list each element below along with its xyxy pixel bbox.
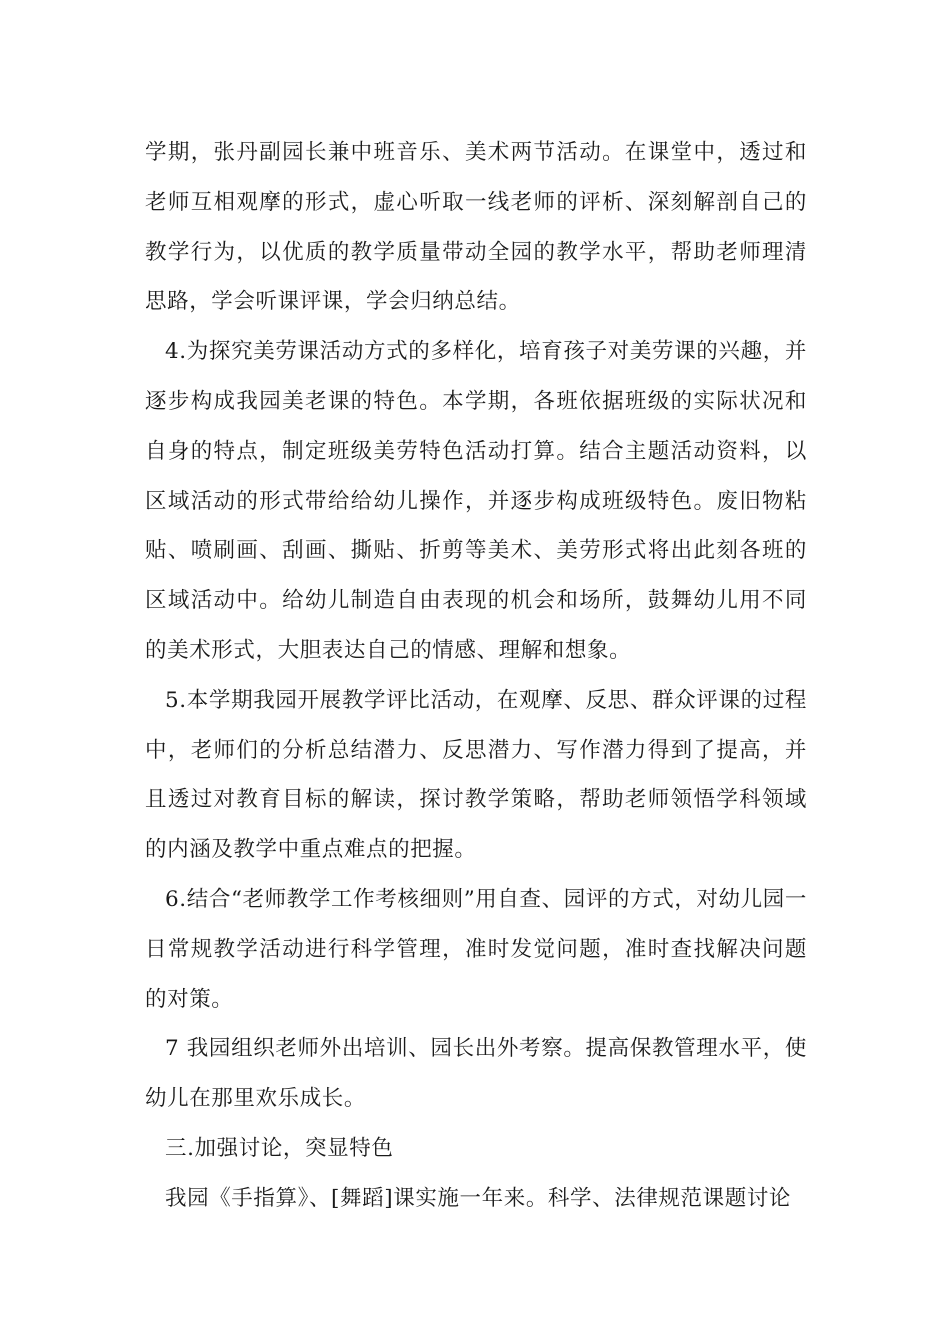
section-heading: 三.加强讨论，突显特色	[165, 1135, 394, 1161]
paragraph-section-intro: 我园《手指算》、[舞蹈]课实施一年来。科学、法律规范课题讨论	[165, 1185, 792, 1211]
document-body	[145, 128, 807, 1224]
paragraph-item-5: 5.本学期我园开展教学评比活动，在观摩、反思、群众评课的过程中，老师们的分析总结潜力、反思潜力、写作潜力得到了提高，并且透过对教育目标的解读，探讨教学策略，帮助老师领悟学科领域的内涵及教学中重点难点的把握。	[145, 687, 807, 863]
paragraph-continued: 学期，张丹副园长兼中班音乐、美术两节活动。在课堂中，透过和老师互相观摩的形式，虚心听取一线老师的评析、深刻解剖自己的教学行为，以优质的教学质量带动全园的教学水平，帮助老师理清思路，学会听课评课，学会归纳总结。	[145, 140, 807, 315]
paragraph-item-7: 7 我园组织老师外出培训、园长出外考察。提高保教管理水平，使幼儿在那里欢乐成长。	[145, 1036, 807, 1112]
paragraph-item-4: 4.为探究美劳课活动方式的多样化，培育孩子对美劳课的兴趣，并逐步构成我园美老课的特色。本学期，各班依据班级的实际状况和自身的特点，制定班级美劳特色活动打算。结合主题活动资料，以区域活动的形式带给给幼儿操作，并逐步构成班级特色。废旧物粘贴、喷刷画、刮画、撕贴、折剪等美术、美劳形式将出此刻各班的区域活动中。给幼儿制造自由表现的机会和场所，鼓舞幼儿用不同的美术形式，大胆表达自己的情感、理解和想象。	[145, 339, 807, 663]
paragraph-item-6: 6.结合“老师教学工作考核细则”用自查、园评的方式，对幼儿园一日常规教学活动进行科学管理，准时发觉问题，准时查找解决问题的对策。	[145, 886, 807, 1012]
